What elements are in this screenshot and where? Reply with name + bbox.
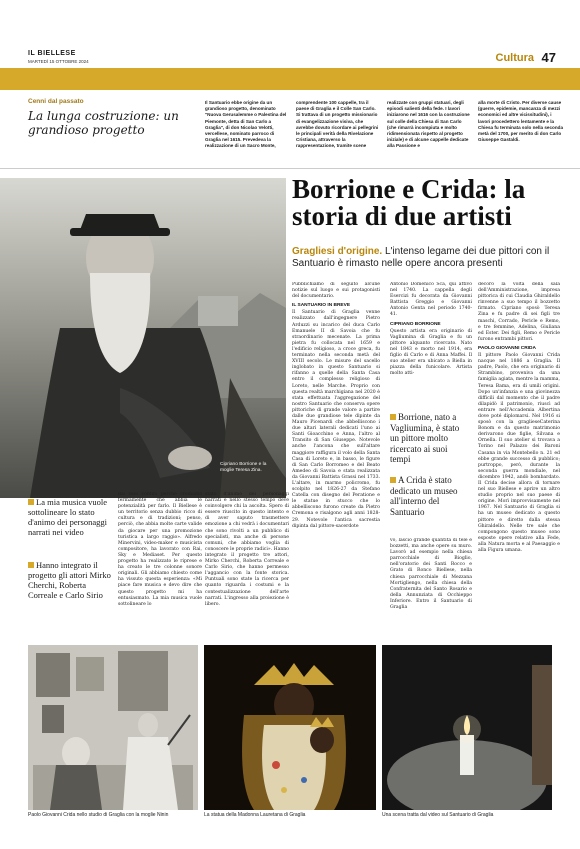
photo-caption: Paolo Giovanni Crida nello studio di Graglia con la moglie Ninin — [28, 812, 169, 818]
standfirst-lead: Gragliesi d'origine. — [292, 246, 383, 257]
pull-quote: Borrione, nato a Vagliumina, è stato un pittore molto ricercato ai suoi tempi — [390, 412, 460, 464]
candle-illustration — [382, 645, 552, 810]
page-number: 47 — [541, 50, 556, 65]
body-column: dai suoi confini perché crediamo fermamente che abbia le potenzialità per farlo. Il Biellese è un territorio senza dubbio ricco di cultura e di tradizioni; penso, perciò, che abbia molte carte valide da giocare per una promozione turistica a largo raggio». Alfredo Minervini, video-maker e musicista compositore, ha lavorato con Rai, Sky e Mediaset. Per questo progetto ha realizzato le riprese e ha creato le tre colonne sonore originali. Gli abbiamo chiesto come ha vissuto questa esperienza: «Mi piace fare musica e devo dire che questo progetto mi ha entusiasmato. La mia musica vuole sottolineare lo — [118, 492, 202, 607]
body-column — [390, 282, 472, 410]
standfirst-text: L'intenso legame dei due pittori con il Santuario è rimasto nelle opere ancora presenti — [292, 246, 550, 269]
portrait-illustration — [0, 178, 286, 498]
sidebar-column: Il Santuario ebbe origine da un grandioso progetto, denominato "Nuova Gerusalemme o Palestina del Piemonte, detta di San Carlo a Graglia", di don Nicolao Velotti, vercellese, nominato parroco di Graglia nel 1615. Prevedeva la realizzazione di un Sacro Monte, — [205, 100, 287, 149]
photo-caption: Una scena tratta dal video sul Santuario di Graglia — [382, 812, 494, 818]
sidebar-column: comprendente 100 cappelle, tra il paese di Graglia e il Colle San Carlo. Si trattava di un progetto missionario di evangelizzazione visiva, che avrebbe dovuto ricordare ai pellegrini le principali verità della Rivelazione Cristiana, attraverso la rappresentazione, tramite scene — [296, 100, 379, 149]
body-text: Il pittore Paolo Giovanni Crida nacque nel 1886 a Graglia. Il padre, Paolo, che era originario di Strambino, proveniva da una famiglia agiata, mentre la mamma, Teresa Bama, era di umili origini. Dopo un'infanzia e una giovinezza difficili dal momento che il padre dilapidò il patrimonio, riuscì ad entrare nell'Accademia Albertina dove poté diplomarsi. Nel 1916 si sposò con la graglieseCaterina Bonom e da questo matrimonio derivarono due figlie, Silvana e Ornella. Il suo atelier si trovava a Torino nel Palazzo dei Baroni Casana in via Montebello n. 21 ed ebbe grande successo di pubblico; purtroppo, però, durante la seconda guerra mondiale, nel dicembre 1942, andò bombardato. Il Crida decise allora di tornare nel suo Biellese e aprire un altro studio proprio nel suo paese di origine. Morì improvvisamente nel 1967. Nel Santuario di Graglia si ha un museo dedicato a questo pittore e diretto dalla stessa Ghiraldello. Nelle tre sale che compongono questo museo sono esposte opere relative alla Fede, alla Natura morta e al Paesaggio e alla Figura umana. — [478, 353, 560, 554]
quote-marker-icon — [390, 477, 396, 483]
body-text: decorò la volta della sala dell'Amministrazione, impresa pittorica di cui Claudia Ghiraldello rinvenne a suo tempo il bozzetto firmato. Cipriano sposò Teresa Zina e fu padre di sei figli tre maschi, Corrado, Pericle e Remo, e tre femmine, Adelina, Giuliana ed Ester. Dei figli, Remo e Pericle furono entrambi pittori. — [478, 282, 560, 342]
madonna-photo — [204, 645, 376, 810]
body-column — [478, 282, 560, 640]
subhead: PAOLO GIOVANNI CRIDA — [478, 345, 536, 351]
body-text: Il Santuario di Graglia venne realizzato dall'ingegnere Pietro Arduzzi su incarico del duca Carlo Emanuele II di Savoia che fu straordinario mecenate. La prima pietra fu collocata nel 1659 e l'edificio religioso, a croce greca, fu terminato nella seconda metà del XVIII secolo. Le misure del sacello inglobato in questo Santuario si rifanno a quelle della Santa Casa entro il complesso religioso di Loreto, nelle Marche. Proprio con questa realtà marchigiana nel 2020 è stata effettuata l'aggregazione del nostro Santuario che conserva opere pittoriche di grande valore a partire dalle due grandiose tele dipinte da Mauro Picenardi che abbelliscono i due altari laterali dedicati l'uno ai Santi Gioacchino e Anna, l'altro al Transito di San Giuseppe. Notevole anche l'ancona che sull'altare maggiore raffigura il volo della Santa Casa di Loreto e, in basso, le figure di San Carlo Borromeo e del Beato Amedeo di Savoia e stata realizzata da Giovanni Battista Grassi nel 1733. L'altare, in marmo policromo, fu scolpito nel 1826-27 da Stefano Catella con disegno del Peratione e le statue in stucco che lo abbelliscono furono create da Pietro Cremona e risalgono agli anni 1828-29. Notevole l'antica sacrestia dipinta dal pittore-sacerdote — [292, 310, 380, 529]
video-still-photo — [382, 645, 552, 810]
pull-quote: A Crida è stato dedicato un museo all'interno del Santuario — [390, 475, 458, 517]
body-text: Antonio Domenico Sca, qui attivo nel 1740. La cappella degli Esercizi fu decorata da Giovanni Battista Greggio e Giovanni Antonio Genta nel periodo 1740-41. — [390, 282, 472, 318]
body-column — [292, 282, 380, 640]
photo-caption: La statua della Madonna Lauretana di Graglia — [204, 812, 306, 818]
section-label: Cultura — [495, 52, 534, 64]
studio-photo — [28, 645, 198, 810]
sidebar-column: realizzate con gruppi statuari, degli episodi salienti della fede. I lavori iniziarono nel 1616 con la costruzione sul colle della Chiesa di San Carlo (che rimarrà incompiuta e molto ridimensionata rispetto al progetto iniziale) e di alcune cappelle dedicate alla Passione e — [387, 100, 470, 149]
divider — [0, 168, 580, 169]
subhead: CIPRIANO BORRIONE — [390, 321, 441, 327]
sidebar-kicker: Cenni dal passato — [28, 98, 84, 105]
intro-text: Pubblichiamo di seguito alcune notizie sul luogo e sui protagonisti del documentario. — [292, 282, 380, 300]
publication-date: MARTEDÌ 15 OTTOBRE 2024 — [28, 59, 89, 64]
body-text: Questo artista era originario di Vagliumina di Graglia e fu un pittore alquanto ricercato. Nato nel 1843 e morto nel 1914, era figlio di Carlo e di Anna Maffei. Il suo atelier era ubicato a Biella in piazza della funicolare. Artista molto atti- — [390, 328, 472, 377]
madonna-illustration — [204, 645, 376, 810]
portrait-caption: Cipriano Borrione e la moglie Teresa Zina. — [220, 462, 267, 473]
pull-quote: La mia musica vuole sottolineare lo stato d'animo dei personaggi narrati nei video — [28, 497, 108, 537]
quote-marker-icon — [390, 414, 396, 420]
quote-marker-icon — [28, 499, 34, 505]
sidebar-column: alla morte di Cristo. Per diverse cause (guerre, epidemie, mancanza di mezzi economici ed altre vicissitudini), i lavori procedettero lentamente e la Chiesa fu terminata solo nella seconda metà del 1700, per merito di don Carlo Giuseppe Gastaldi. — [478, 100, 564, 143]
publication-name: IL BIELLESE — [28, 50, 76, 57]
page-header — [28, 50, 556, 68]
quote-marker-icon — [28, 562, 34, 568]
subhead: IL SANTUARIO IN BREVE — [292, 303, 351, 309]
article-headline: Borrione e Crida: la storia di due artisti — [292, 174, 526, 231]
studio-illustration — [28, 645, 198, 810]
sidebar-box-heading — [28, 98, 188, 137]
body-column: stato d'animo dei personaggi narrati e nello stesso tempo deve coinvolgere chi la ascolta. Spero di essere riuscito in questo intento e di aver saputo trasmettere emozione a chi vedrà i documentari che sono rivolti a un pubblico di specialisti, ma anche di persone comuni, che abbiamo voglia di conoscere le proprie radici». Hanno integrato il progetto tre attori, Mirko Cherchi, Roberta Correale e Carlo Sirio, che hanno permesso l'aggancio con la fonte storica. Puntuali sono state la ricerca per quanto riguarda i costumi e la contestualizzazione dell'arte narrati. L'ingresso alla proiezione è libero. — [205, 492, 289, 607]
header-accent-bar — [0, 68, 580, 90]
portrait-photo — [0, 178, 286, 498]
pull-quote: Hanno integrato il progetto gli attori Mirko Cherchi, Roberta Correale e Carlo Sirio — [28, 560, 111, 600]
body-column: vo, lasciò grande quantità di tele e bozzetti, ma anche opere su muro. Lavorò ad esempio nella chiesa parrocchiale di Bioglio, nell'oratorio dei Santi Rocco e Grato di Ronco Biellese, nella chiesa parrocchiale di Mezzana Mortigliengo, nella chiesa della Confraternita del Santo Rosario e della Annunziata di Occhieppo Inferiore. Entro il Santuario di Graglia — [390, 538, 472, 611]
sidebar-title: La lunga costruzione: un grandioso progetto — [28, 109, 179, 137]
article-standfirst — [292, 246, 560, 270]
